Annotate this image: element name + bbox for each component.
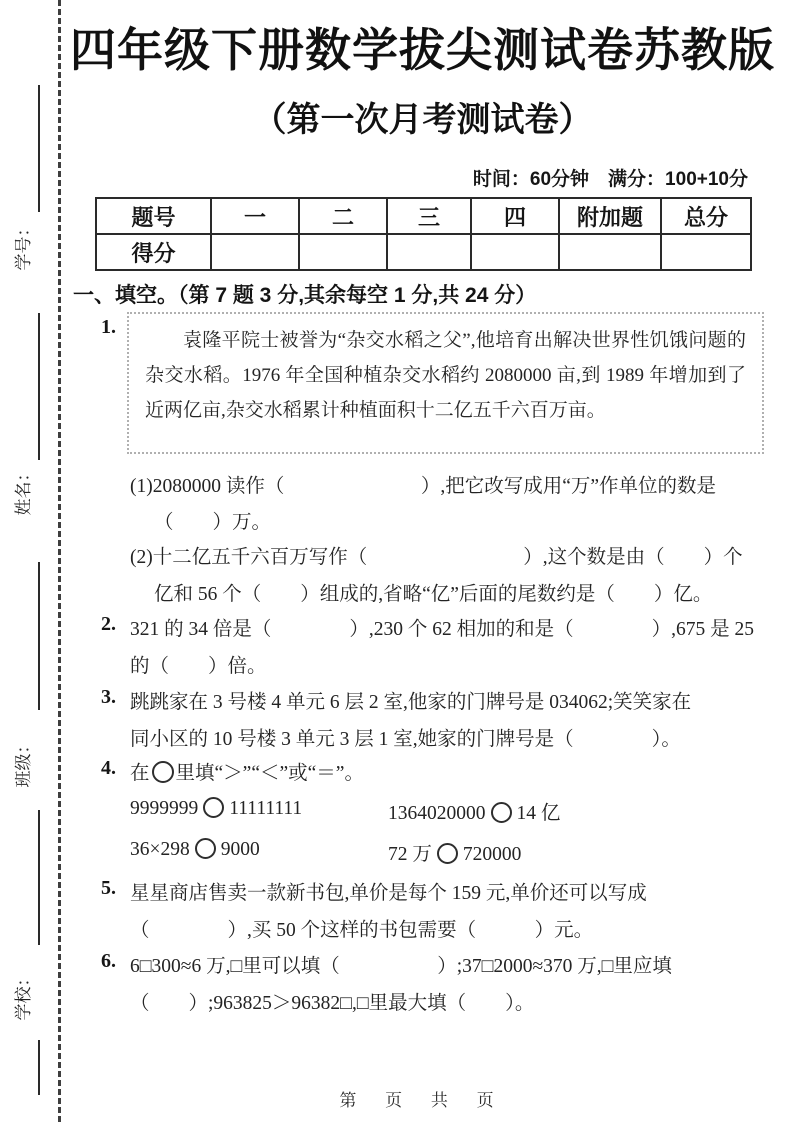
- comparison-circle-icon: [203, 797, 224, 818]
- comparison-pair: [388, 797, 560, 825]
- question-1-number: 1.: [101, 316, 116, 338]
- question-2-number: 2.: [101, 613, 116, 635]
- name-label: 姓名：: [14, 464, 33, 516]
- class-blank-line: [38, 562, 40, 710]
- pair-left-value: 9999999: [130, 798, 199, 819]
- class-label: 班级：: [14, 736, 33, 788]
- comparison-pair: [130, 797, 302, 820]
- pair-left-value: 1364020000: [388, 803, 486, 824]
- question-1-sub2-line1: (2)十二亿五千六百万写作（ ）,这个数是由（ ）个: [130, 547, 743, 568]
- score-table-header-cell: 题号: [96, 198, 211, 234]
- question-1-sub1-line1: (1)2080000 读作（ ）,把它改写成用“万”作单位的数是: [130, 476, 717, 497]
- question-2-line2: 的（ ）倍。: [130, 656, 267, 677]
- time-and-score-info: 时间：60分钟 满分：100+10分: [472, 169, 748, 190]
- question-5-number: 5.: [101, 877, 116, 899]
- name-blank-line: [38, 313, 40, 460]
- pair-right-value: 9000: [220, 839, 260, 860]
- school-blank-line: [38, 810, 40, 945]
- comparison-pair: [388, 838, 521, 866]
- score-cell-empty: [661, 234, 751, 270]
- score-cell-empty: [299, 234, 387, 270]
- question-2-line1: 321 的 34 倍是（ ）,230 个 62 相加的和是（ ）,675 是 25: [130, 619, 755, 640]
- score-table-header-cell: 二: [299, 198, 387, 234]
- pair-left-value: 72 万: [388, 844, 432, 865]
- question-1-sub2-line2: 亿和 56 个（ ）组成的,省略“亿”后面的尾数约是（ ）亿。: [154, 584, 713, 605]
- score-table-header-cell: 总分: [661, 198, 751, 234]
- question-5-line1: 星星商店售卖一款新书包,单价是每个 159 元,单价还可以写成: [130, 883, 647, 904]
- score-cell-empty: [559, 234, 661, 270]
- section-one-heading: 一、填空。（第 7 题 3 分,其余每空 1 分,共 24 分）: [73, 284, 537, 307]
- question-1-context-box: 袁隆平院士被誉为“杂交水稻之父”,他培育出解决世界性饥饿问题的杂交水稻。1976 年全国种植杂交水稻约 2080000 亩,到 1989 年增加到了近两亿亩,杂交水稻累计种植面积十二亿五千六百万亩。: [127, 312, 764, 454]
- question-3-line1: 跳跳家在 3 号楼 4 单元 6 层 2 室,他家的门牌号是 034062;笑笑家在: [130, 692, 692, 713]
- student-id-blank-line: [38, 85, 40, 212]
- score-table-score-row: [96, 234, 751, 270]
- pair-right-value: 11111111: [229, 798, 303, 819]
- score-cell-empty: [387, 234, 471, 270]
- score-table-header-cell: 四: [471, 198, 559, 234]
- score-cell-empty: [211, 234, 299, 270]
- score-table-header-cell: 三: [387, 198, 471, 234]
- page-subtitle: （第一次月考测试卷）: [252, 101, 593, 139]
- question-4-intro-pre: 在: [130, 763, 150, 784]
- score-table-header-cell: 一: [211, 198, 299, 234]
- pair-right-value: 720000: [462, 844, 522, 865]
- pair-left-value: 36×298: [130, 839, 190, 860]
- question-4-number: 4.: [101, 757, 116, 779]
- school-blank-line-2: [38, 1040, 40, 1095]
- score-table-header-row: [96, 198, 751, 234]
- comparison-circle-icon: [437, 843, 458, 864]
- binding-dashed-line: [58, 0, 61, 1122]
- score-cell-empty: [471, 234, 559, 270]
- question-6-line1: 6□300≈6 万,□里可以填（ ）;37□2000≈370 万,□里应填: [130, 956, 672, 977]
- fill-circle-icon: [152, 761, 174, 783]
- page-title: 四年级下册数学拔尖测试卷苏教版: [70, 24, 775, 76]
- score-table-header-cell: 附加题: [559, 198, 661, 234]
- question-3-number: 3.: [101, 686, 116, 708]
- score-row-label: 得分: [96, 234, 211, 270]
- pair-right-value: 14 亿: [516, 803, 561, 824]
- student-id-label: 学号：: [14, 219, 33, 271]
- question-5-line2: （ ）,买 50 个这样的书包需要（ ）元。: [130, 920, 594, 941]
- page-number-footer: 第 页 共 页: [339, 1091, 506, 1110]
- question-6-number: 6.: [101, 950, 116, 972]
- question-4-intro: [130, 757, 364, 785]
- question-1-sub1-line2: （ ）万。: [154, 512, 272, 533]
- school-label: 学校：: [14, 969, 33, 1021]
- comparison-circle-icon: [491, 802, 512, 823]
- comparison-circle-icon: [195, 838, 216, 859]
- question-3-line2: 同小区的 10 号楼 3 单元 3 层 1 室,她家的门牌号是（ ）。: [130, 729, 681, 750]
- question-4-intro-post: 里填“＞”“＜”或“＝”。: [175, 763, 364, 784]
- score-table: [95, 197, 752, 271]
- question-6-line2: （ ）;963825＞96382□,□里最大填（ ）。: [130, 993, 535, 1014]
- comparison-pair: [130, 838, 260, 861]
